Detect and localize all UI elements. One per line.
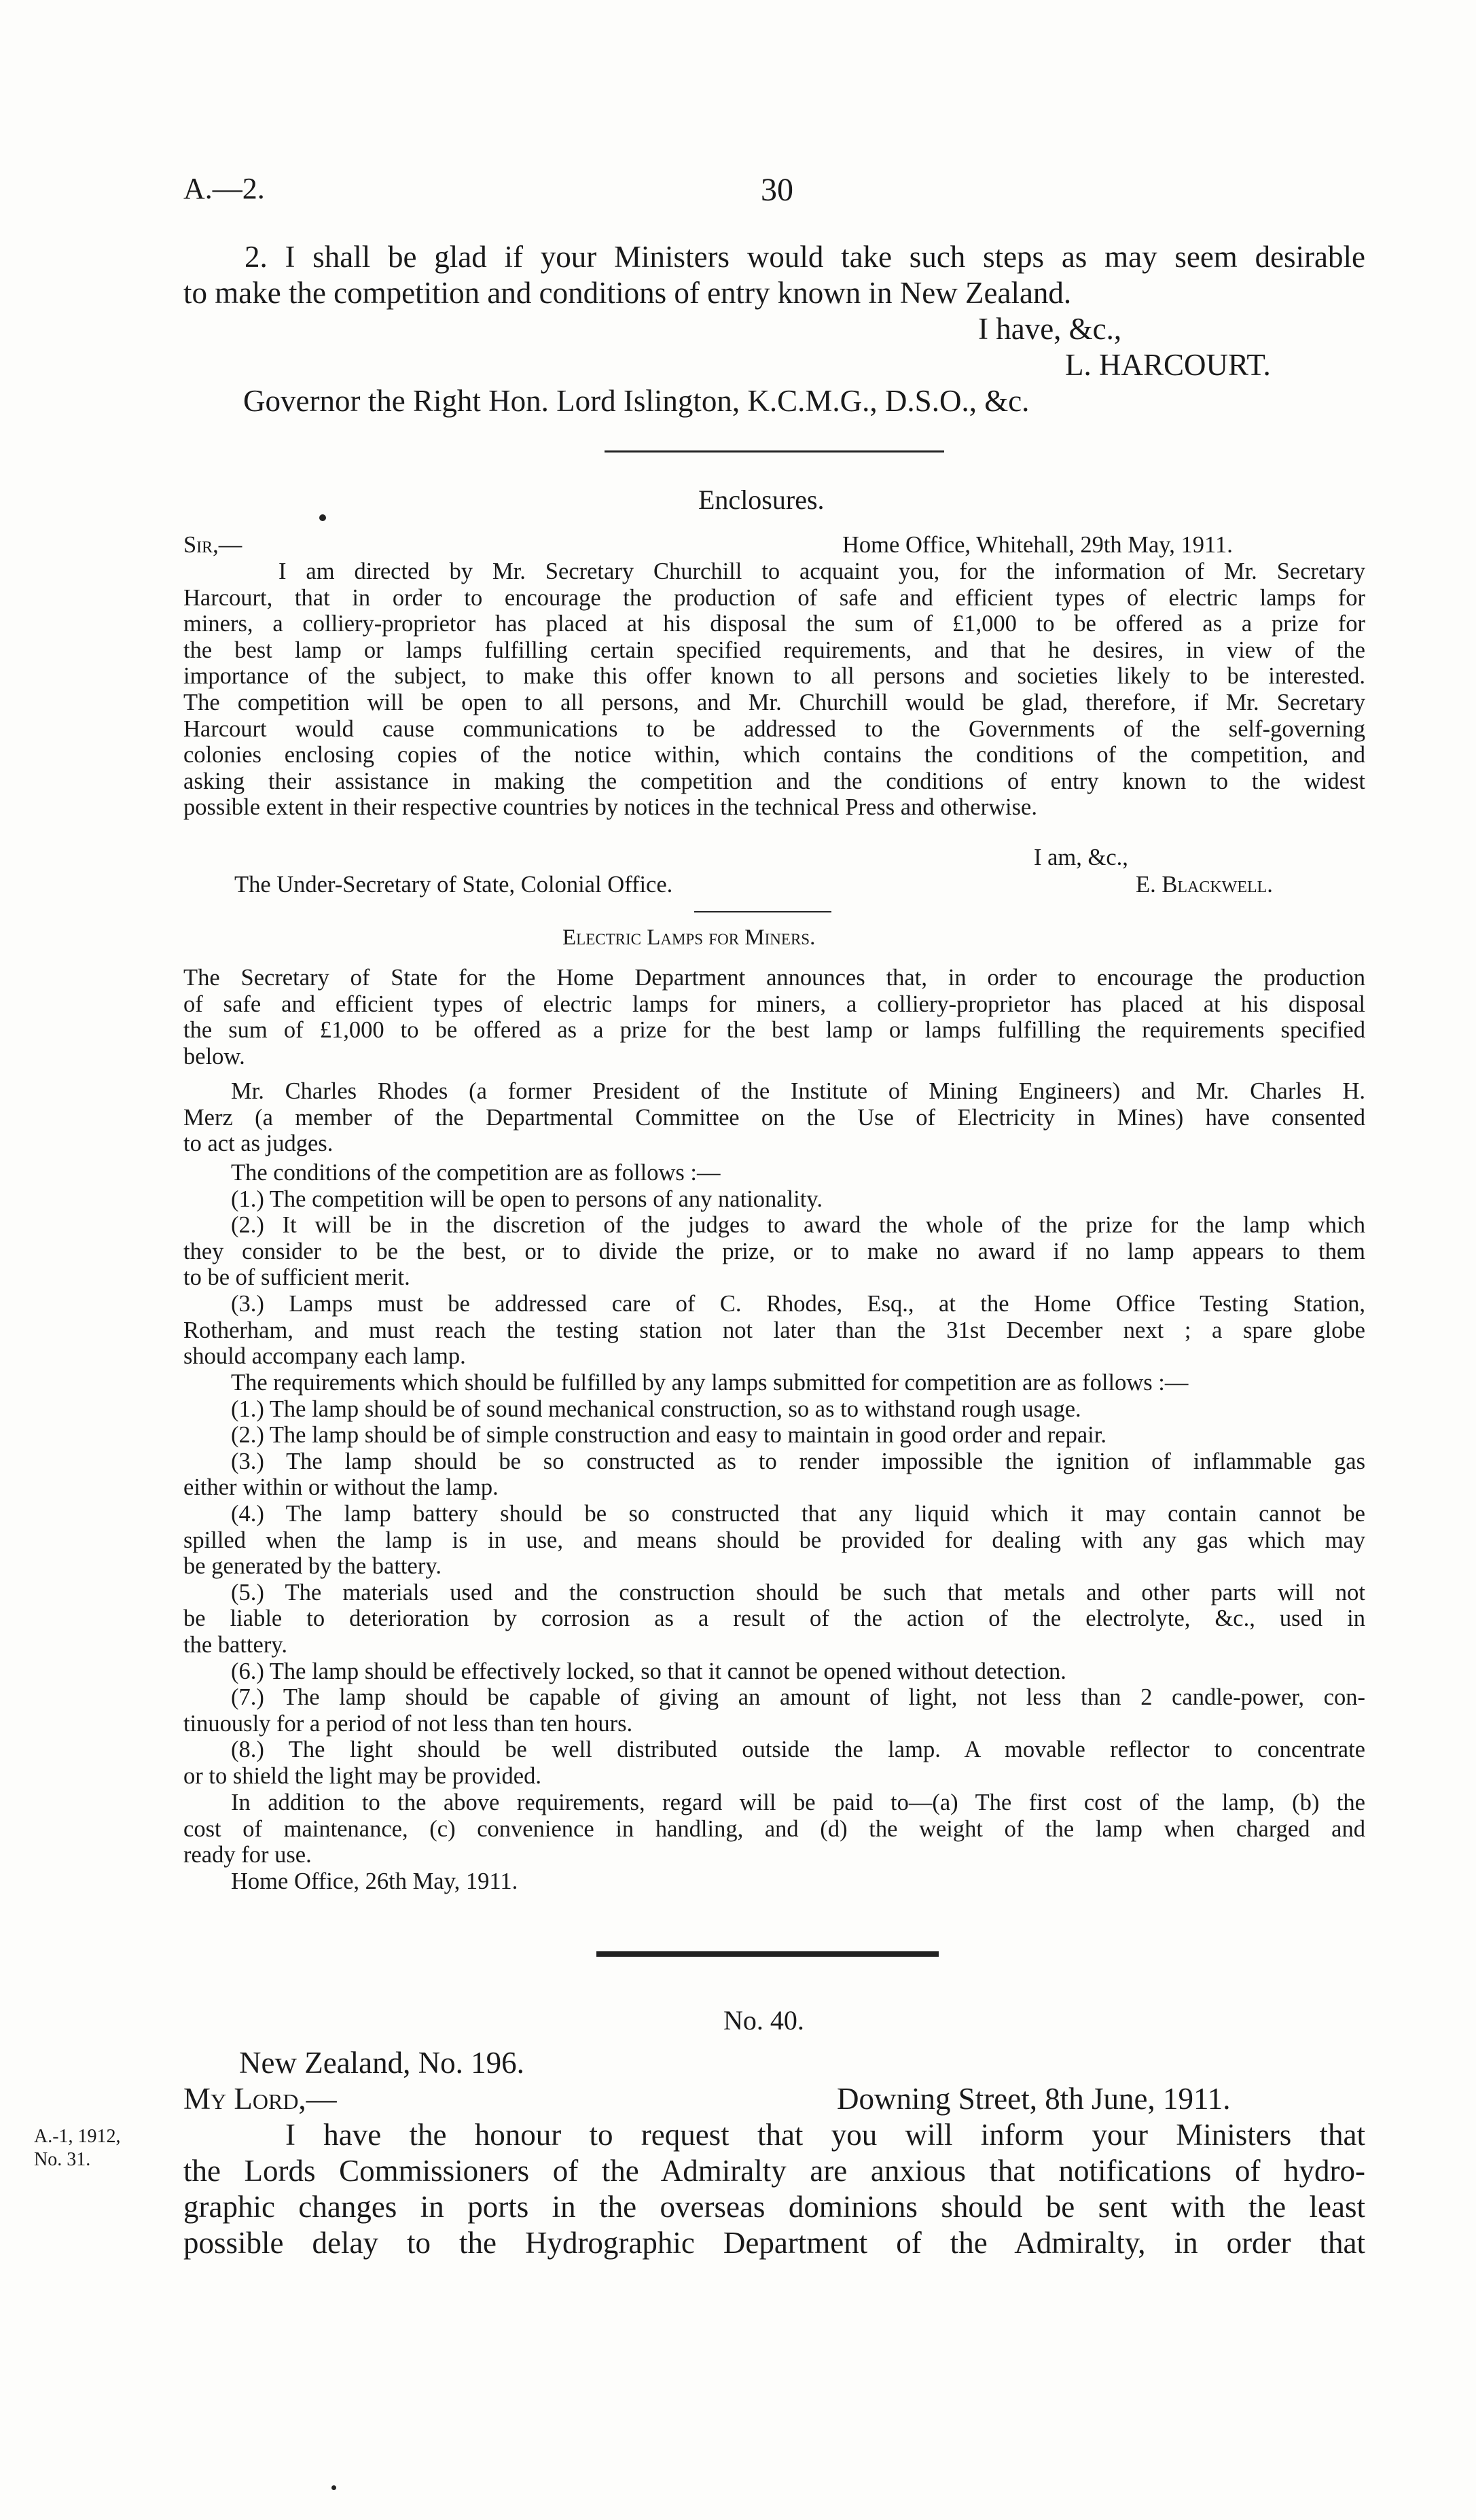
requirement-line: (4.) The lamp battery should be so constructed that any liquid which it may contain cannot be xyxy=(231,1500,1365,1527)
condition-line: (2.) It will be in the discretion of the judges to award the whole of the prize for the lamp which xyxy=(231,1212,1365,1239)
letter-salutation: My Lord,— xyxy=(183,2082,337,2116)
condition-line: they consider to be the best, or to divide the prize, or to make no award if no lamp appears to them xyxy=(183,1238,1365,1264)
letter-body-line: graphic changes in ports in the overseas dominions should be sent with the least xyxy=(183,2190,1365,2224)
requirement-line: be generated by the battery. xyxy=(183,1553,442,1580)
thick-divider-rule xyxy=(596,1951,939,1957)
requirement-line: (8.) The light should be well distributed outside the lamp. A movable reflector to concentrate xyxy=(231,1737,1365,1763)
addition-line: ready for use. xyxy=(183,1842,312,1868)
enclosure-body-line: Harcourt, that in order to encourage the production of safe and efficient types of electric lamps for xyxy=(183,584,1365,611)
top-letter-addressee: Governor the Right Hon. Lord Islington, K.C.M.G., D.S.O., &c. xyxy=(243,384,1030,418)
enclosure-body-line: Harcourt would cause communications to be addressed to the Governments of the self-governing xyxy=(183,715,1365,742)
notice-conditions xyxy=(183,1160,1365,1370)
notice-dateline: Home Office, 26th May, 1911. xyxy=(231,1868,518,1894)
letter-body-line: I have the honour to request that you will inform your Ministers that xyxy=(285,2118,1365,2152)
conditions-intro: The conditions of the competition are as follows :— xyxy=(231,1160,721,1186)
notice-judges-line: Mr. Charles Rhodes (a former President of the Institute of Mining Engineers) and Mr. Charles H. xyxy=(231,1078,1365,1104)
requirement-line: (2.) The lamp should be of simple construction and easy to maintain in good order and repair. xyxy=(231,1422,1106,1449)
enclosure-body xyxy=(183,558,1365,821)
notice-judges-line: to act as judges. xyxy=(183,1131,334,1157)
top-letter-line: to make the competition and conditions of entry known in New Zealand. xyxy=(183,276,1072,310)
notice-judges xyxy=(183,1078,1365,1157)
addition-line: In addition to the above requirements, regard will be paid to—(a) The first cost of the lamp, (b) the xyxy=(231,1790,1365,1815)
requirement-line: or to shield the light may be provided. xyxy=(183,1762,541,1789)
enclosure-body-line: importance of the subject, to make this offer known to all persons and societies likely to be interested. xyxy=(183,663,1365,690)
notice-intro-line: of safe and efficient types of electric lamps for miners, a colliery-proprietor has placed at his disposal xyxy=(183,991,1365,1017)
requirement-line: be liable to deterioration by corrosion as a result of the action of the electrolyte, &c., used in xyxy=(183,1605,1365,1632)
enclosure-signature: E. Blackwell. xyxy=(1136,872,1273,898)
enclosure-body-line: asking their assistance in making the competition and the conditions of entry known to the widest xyxy=(183,768,1365,794)
page-reference: A.—2. xyxy=(183,172,265,205)
condition-line: should accompany each lamp. xyxy=(183,1343,466,1370)
enclosure-body-line: possible extent in their respective countries by notices in the technical Press and otherwise. xyxy=(183,794,1037,821)
notice-intro xyxy=(183,965,1365,1069)
condition-line: to be of sufficient merit. xyxy=(183,1264,410,1291)
margin-note-line: No. 31. xyxy=(34,2149,91,2170)
margin-note xyxy=(34,2125,121,2171)
notice-requirements xyxy=(183,1370,1365,1790)
top-letter-closing: I have, &c., xyxy=(978,312,1122,346)
letter-number-heading: No. 40. xyxy=(723,2005,804,2036)
requirement-line: (1.) The lamp should be of sound mechanical construction, so as to withstand rough usage. xyxy=(231,1396,1081,1422)
condition-line: (3.) Lamps must be addressed care of C. Rhodes, Esq., at the Home Office Testing Station, xyxy=(231,1290,1365,1317)
requirement-line: either within or without the lamp. xyxy=(183,1474,499,1501)
letter-body-line: the Lords Commissioners of the Admiralty are anxious that notifications of hydro- xyxy=(183,2154,1365,2188)
enclosure-dateline: Home Office, Whitehall, 29th May, 1911. xyxy=(842,532,1233,558)
letter-recipient: New Zealand, No. 196. xyxy=(239,2046,524,2080)
enclosure-addressee: The Under-Secretary of State, Colonial Office. xyxy=(234,872,673,898)
requirement-line: the battery. xyxy=(183,1631,287,1658)
letter-body-line: possible delay to the Hydrographic Department of the Admiralty, in order that xyxy=(183,2226,1365,2260)
letter-dateline: Downing Street, 8th June, 1911. xyxy=(837,2082,1231,2116)
ink-dot xyxy=(319,514,326,521)
condition-line: (1.) The competition will be open to persons of any nationality. xyxy=(231,1186,823,1212)
margin-note-line: A.-1, 1912, xyxy=(34,2126,121,2147)
enclosure-body-line: I am directed by Mr. Secretary Churchill to acquaint you, for the information of Mr. Secretary xyxy=(278,558,1365,584)
notice-intro-line: The Secretary of State for the Home Department announces that, in order to encourage the production xyxy=(183,965,1365,991)
requirement-line: spilled when the lamp is in use, and means should be provided for dealing with any gas which may xyxy=(183,1527,1365,1553)
notice-intro-line: the sum of £1,000 to be offered as a prize for the best lamp or lamps fulfilling the requirements specified xyxy=(183,1017,1365,1044)
letter-body xyxy=(183,2117,1365,2261)
enclosure-body-line: miners, a colliery-proprietor has placed at his disposal the sum of £1,000 to be offered as a prize for xyxy=(183,611,1365,637)
page-number: 30 xyxy=(761,172,793,208)
addition-line: cost of maintenance, (c) convenience in handling, and (d) the weight of the lamp when charged and xyxy=(183,1815,1365,1842)
notice-addition xyxy=(183,1790,1365,1868)
ink-dot xyxy=(331,2485,336,2490)
enclosure-body-line: the best lamp or lamps fulfilling certain specified requirements, and that he desires, in view of the xyxy=(183,637,1365,663)
requirement-line: (5.) The materials used and the construction should be such that metals and other parts will not xyxy=(231,1579,1365,1605)
notice-title: Electric Lamps for Miners. xyxy=(562,925,816,950)
enclosure-salutation: Sir,— xyxy=(183,532,242,558)
enclosure-body-line: colonies enclosing copies of the notice within, which contains the conditions of the competition, and xyxy=(183,742,1365,768)
requirement-line: (7.) The lamp should be capable of giving an amount of light, not less than 2 candle-power, con- xyxy=(231,1684,1365,1711)
top-letter-signature: L. HARCOURT. xyxy=(1065,348,1271,382)
enclosure-body-line: The competition will be open to all persons, and Mr. Churchill would be glad, therefore, if Mr. Secretary xyxy=(183,689,1365,715)
requirements-intro: The requirements which should be fulfilled by any lamps submitted for competition are as follows :— xyxy=(231,1370,1189,1396)
notice-intro-line: below. xyxy=(183,1043,245,1069)
short-rule xyxy=(694,911,831,912)
divider-rule xyxy=(605,450,944,452)
top-letter-line: 2. I shall be glad if your Ministers would take such steps as may seem desirable xyxy=(245,240,1365,274)
requirement-line: (3.) The lamp should be so constructed as to render impossible the ignition of inflammable gas xyxy=(231,1448,1365,1474)
enclosures-heading: Enclosures. xyxy=(698,484,825,515)
top-letter-paragraph xyxy=(183,239,1365,311)
notice-judges-line: Merz (a member of the Departmental Committee on the Use of Electricity in Mines) have consented xyxy=(183,1104,1365,1131)
requirement-line: tinuously for a period of not less than ten hours. xyxy=(183,1710,633,1737)
requirement-line: (6.) The lamp should be effectively locked, so that it cannot be opened without detection. xyxy=(231,1658,1066,1684)
condition-line: Rotherham, and must reach the testing station not later than the 31st December next ; a spare globe xyxy=(183,1317,1365,1343)
enclosure-closing: I am, &c., xyxy=(1034,845,1128,870)
